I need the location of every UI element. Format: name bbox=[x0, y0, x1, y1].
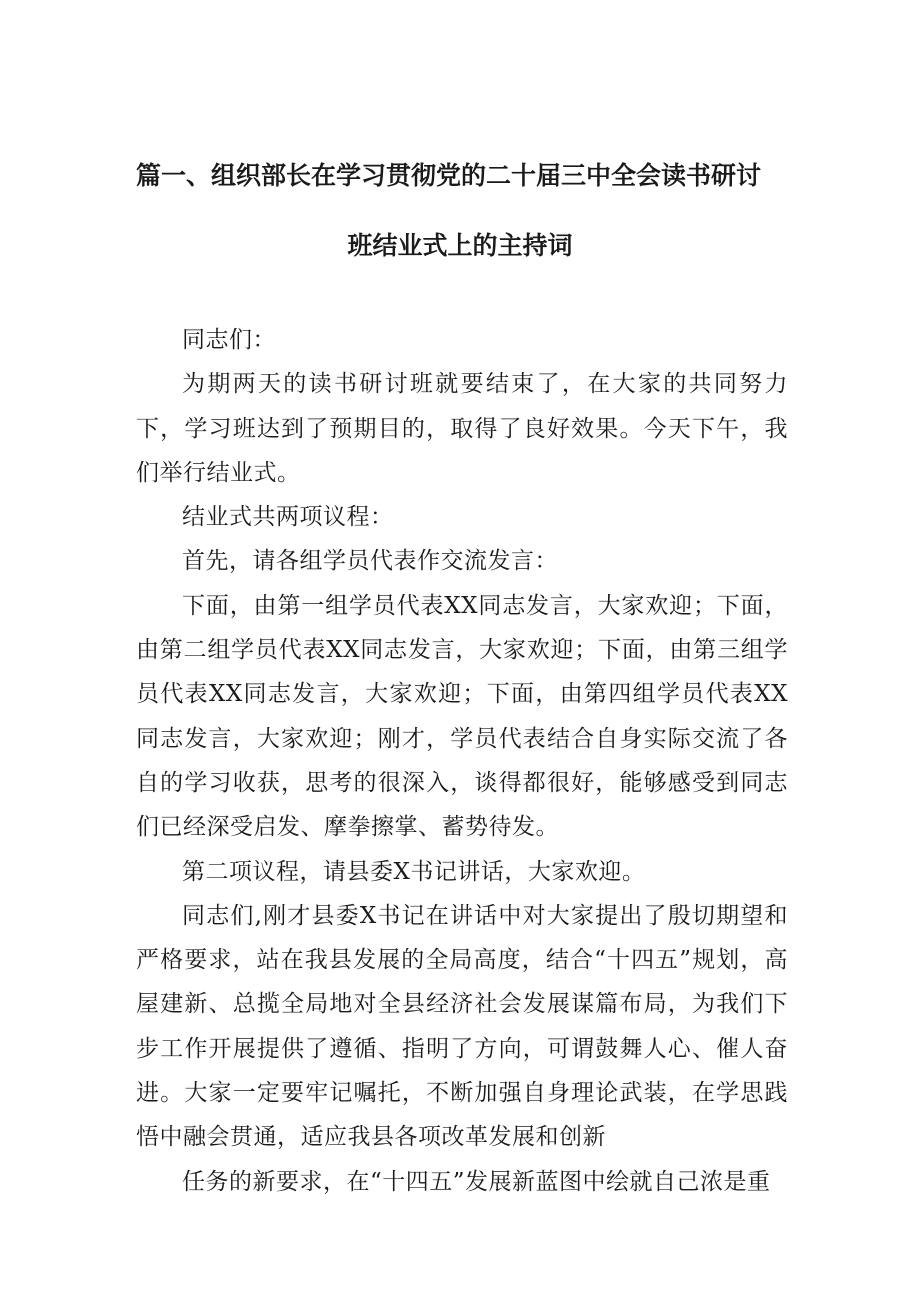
paragraph: 第二项议程，请县委X书记讲话，大家欢迎。 bbox=[182, 858, 646, 885]
paragraph: 首先，请各组学员代表作交流发言： bbox=[182, 548, 558, 575]
paragraph: 为期两天的读书研讨班就要结束了，在大家的共同努力下，学习班达到了预期目的，取得了良好效果。今天下午，我们举行结业式。 bbox=[136, 371, 788, 486]
paragraph: 同志们,刚才县委X书记在讲话中对大家提出了殷切期望和严格要求，站在我县发展的全局高度，结合“十四五”规划，高屋建新、总揽全局地对全县经济社会发展谋篇布局，为我们下步工作开展提供了遵循、指明了方向，可谓鼓舞人心、催人奋进。大家一定要牢记嘱托，不断加强自身理论武装，在学思践悟中融会贯通，适应我县各项改革发展和创新 bbox=[136, 902, 788, 1151]
paragraph: 任务的新要求，在“十四五”发展新蓝图中绘就自己浓是重 bbox=[182, 1168, 771, 1195]
document-title-line-2: 班结业式上的主持词 bbox=[347, 231, 573, 260]
paragraph: 结业式共两项议程： bbox=[182, 504, 394, 531]
document-body bbox=[136, 318, 788, 1204]
document-title-line-1: 篇一、组织部长在学习贯彻党的二十届三中全会读书研讨 bbox=[136, 161, 762, 190]
paragraph-salutation: 同志们： bbox=[182, 327, 276, 353]
paragraph: 下面，由第一组学员代表XX同志发言，大家欢迎；下面，由第二组学员代表XX同志发言，大家欢迎；下面，由第三组学员代表XX同志发言，大家欢迎；下面，由第四组学员代表XX同志发言，大家欢迎；刚才，学员代表结合自身实际交流了各自的学习收获，思考的很深入，谈得都很好，能够感受到同志们已经深受启发、摩拳擦掌、蓄势待发。 bbox=[136, 592, 788, 841]
